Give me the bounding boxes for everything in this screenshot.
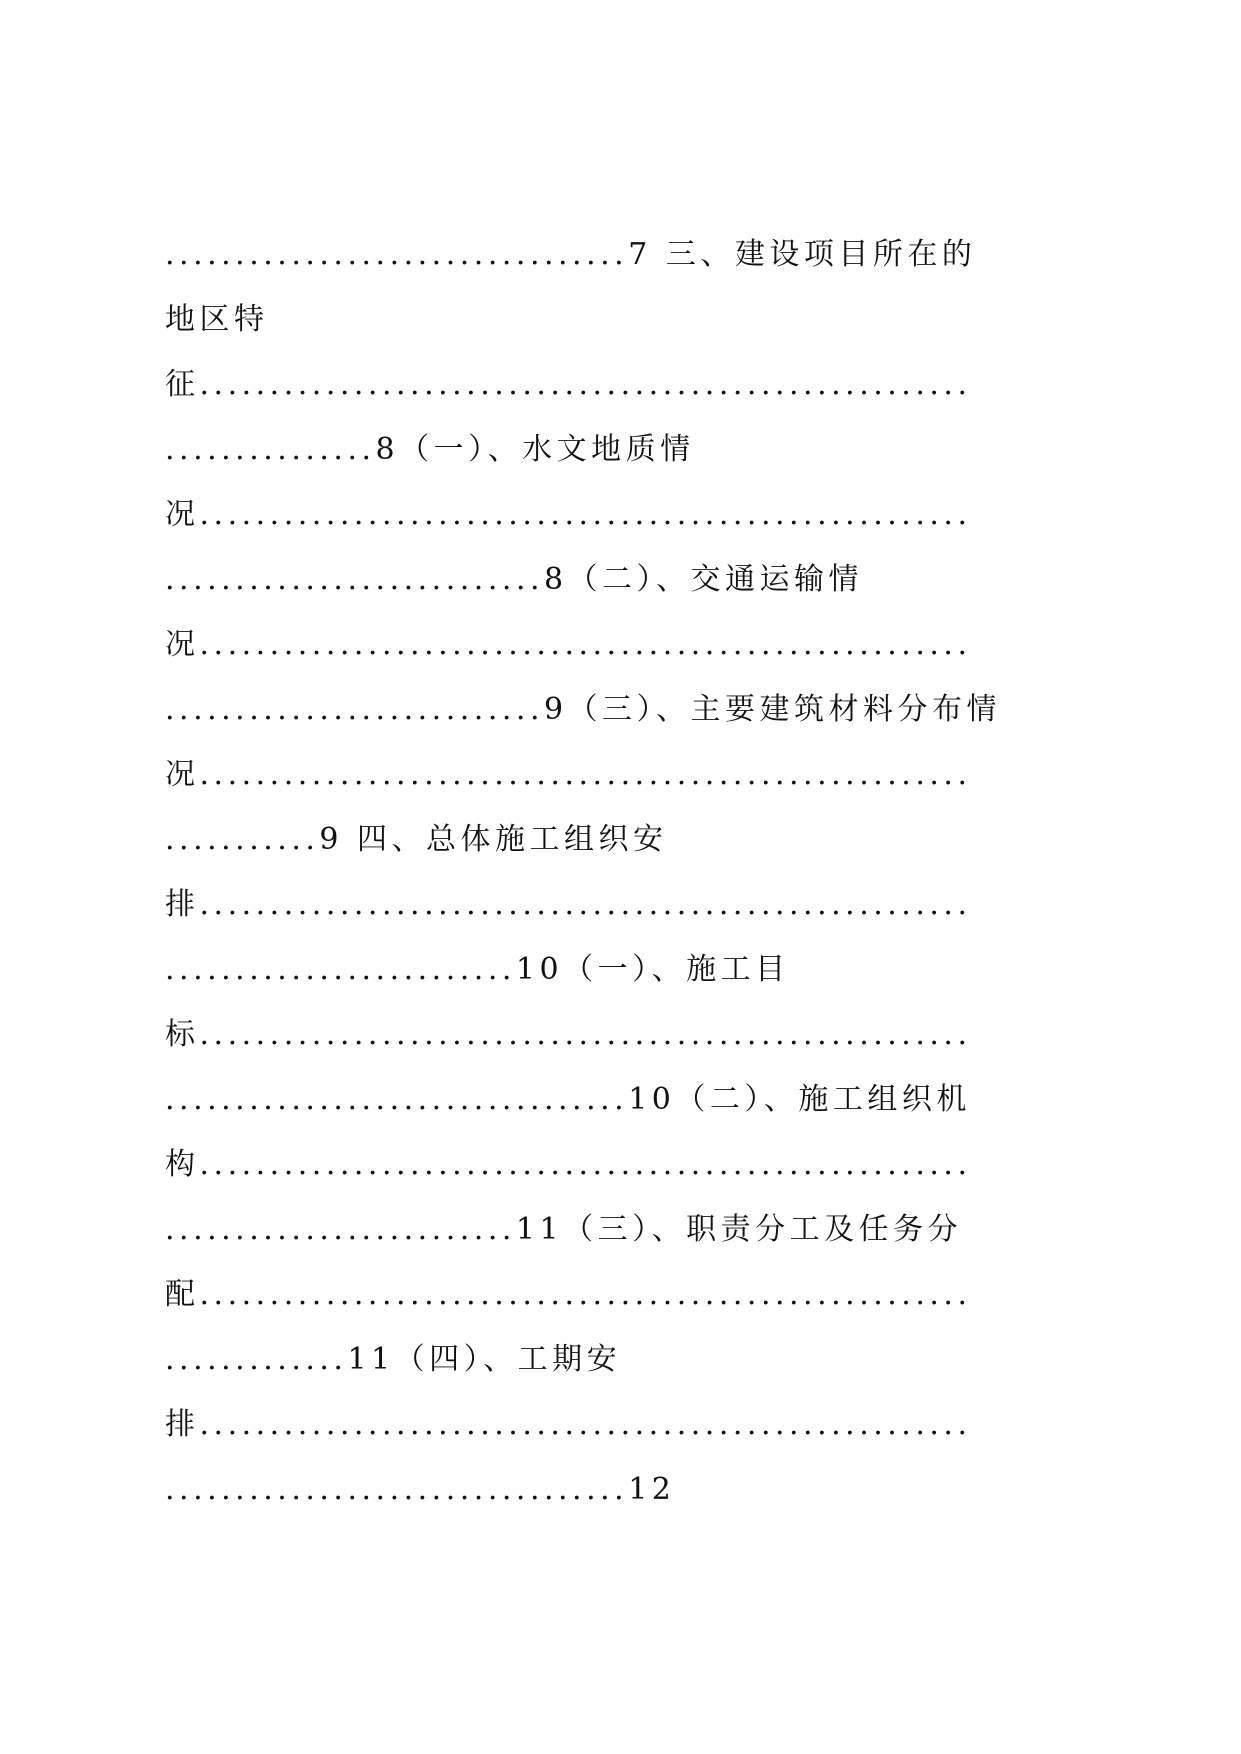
toc-line: ...............8（一）、水文地质情 [165, 432, 695, 467]
toc-line: 况....................................................... [165, 627, 972, 662]
toc-line: 构....................................................... [165, 1147, 972, 1182]
toc-line: .................................7 三、建设项目所在的 [165, 237, 977, 272]
toc-line: .................................10（二）、施工组织机 [165, 1082, 971, 1117]
toc-line: 标....................................................... [165, 1017, 972, 1052]
toc-line: 地区特 [165, 302, 269, 337]
toc-line: 配....................................................... [165, 1277, 972, 1312]
toc-line: .........................10（一）、施工目 [165, 952, 790, 987]
toc-line: .............11（四）、工期安 [165, 1342, 622, 1377]
toc-line: ...........9 四、总体施工组织安 [165, 822, 668, 857]
toc-line: ...........................8（二）、交通运输情 [165, 562, 864, 597]
table-of-contents [165, 222, 1095, 1522]
toc-line: ...........................9（三）、主要建筑材料分布情 [165, 692, 1002, 727]
toc-line: .........................11（三）、职责分工及任务分 [165, 1212, 963, 1247]
toc-line: 征....................................................... [165, 367, 972, 402]
toc-line: 排....................................................... [165, 1407, 972, 1442]
toc-line: 况....................................................... [165, 757, 972, 792]
toc-line: 排....................................................... [165, 887, 972, 922]
toc-line: 况....................................................... [165, 497, 972, 532]
toc-line: .................................12 [165, 1472, 676, 1507]
